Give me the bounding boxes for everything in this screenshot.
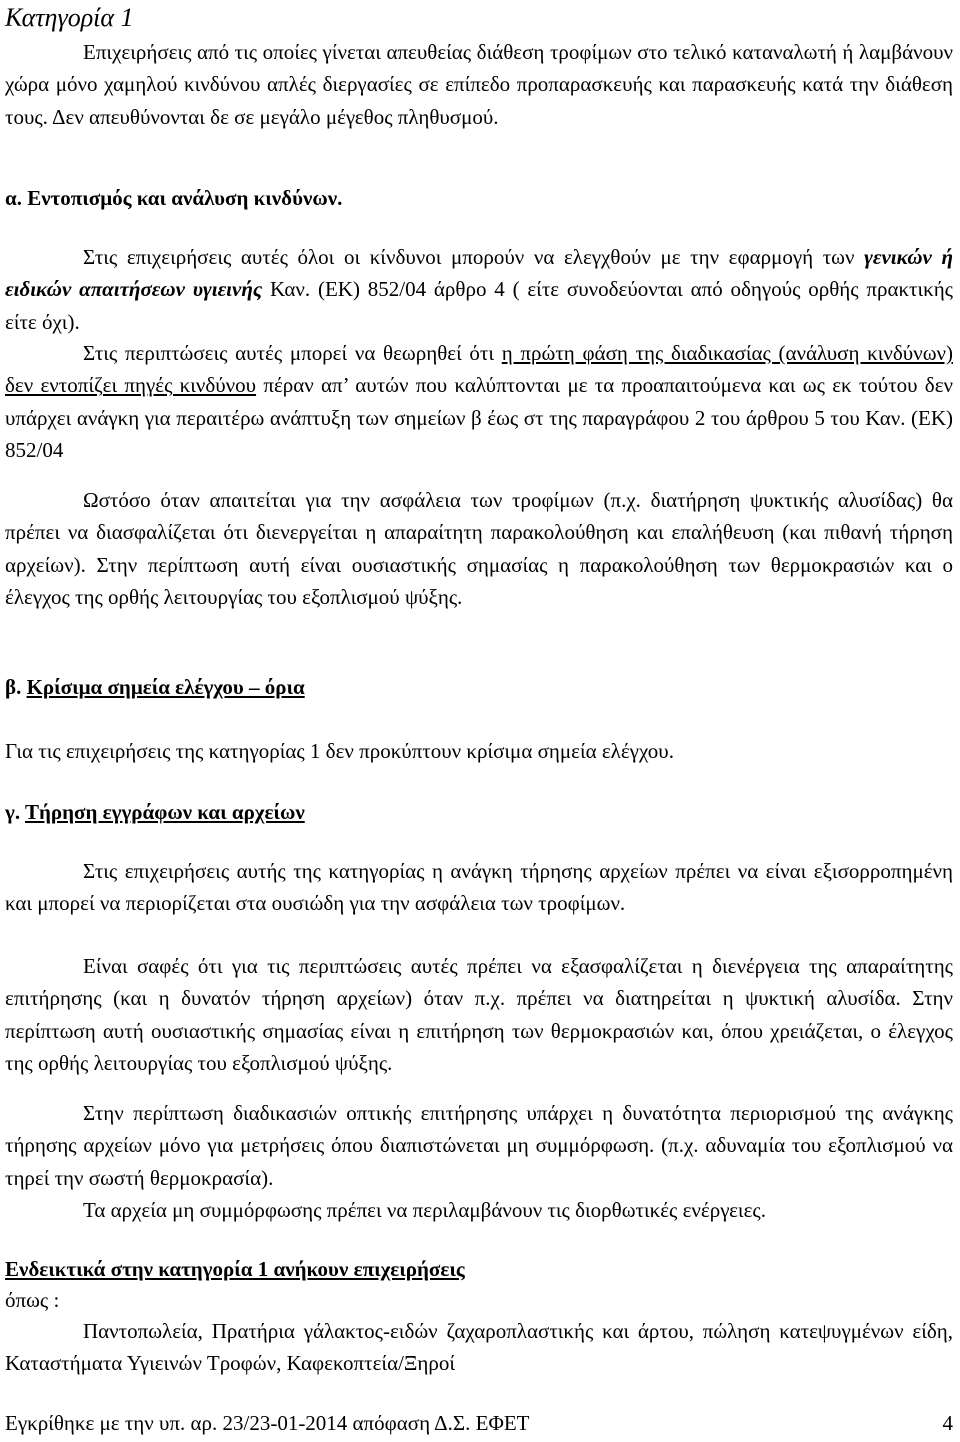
section-a-p1-text-1: Στις επιχειρήσεις αυτές όλοι οι κίνδυνοι μπορούν να ελεγχθούν με την εφαρμογή των (83, 245, 865, 269)
section-a-p1-text-2: Καν. (ΕΚ) 852/04 άρθρο 4 ( είτε συνοδεύονται από οδηγούς ορθής πρακτικής είτε όχι). (5, 277, 954, 334)
examples-subheading: όπως : (5, 1288, 60, 1312)
section-c-paragraph-4: Τα αρχεία μη συμμόρφωσης πρέπει να περιλαμβάνουν τις διορθωτικές ενέργειες. (83, 1198, 766, 1222)
page-title: Κατηγορία 1 (5, 3, 134, 32)
section-a-paragraph-3: Ωστόσο όταν απαιτείται για την ασφάλεια των τροφίμων (π.χ. διατήρηση ψυκτικής αλυσίδας) θα πρέπει να διασφαλίζεται ότι διενεργείται η απαραίτητη παρακολούθηση και επαλήθευση (και πιθανή τήρηση αρχείων). Στην περίπτωση αυτή είναι ουσιαστικής σημασίας η παρακολούθηση των θερμοκρασιών και ο έλεγχος της ορθής λειτουργίας του εξοπλισμού ψύξης. (5, 488, 953, 610)
section-b-text: Για τις επιχειρήσεις της κατηγορίας 1 δεν προκύπτουν κρίσιμα σημεία ελέγχου. (5, 739, 674, 763)
section-a-paragraph-1 (5, 241, 953, 338)
section-c-paragraph-1: Στις επιχειρήσεις αυτής της κατηγορίας η ανάγκη τήρησης αρχείων πρέπει να είναι εξισορροπημένη και μπορεί να περιορίζεται στα ουσιώδη για την ασφάλεια των τροφίμων. (5, 859, 953, 916)
page-footer (5, 1409, 953, 1437)
examples-heading: Ενδεικτικά στην κατηγορία 1 ανήκουν επιχειρήσεις (5, 1257, 465, 1281)
intro-paragraph: Επιχειρήσεις από τις οποίες γίνεται απευθείας διάθεση τροφίμων στο τελικό καταναλωτή ή λαμβάνουν χώρα μόνο χαμηλού κινδύνου απλές διεργασίες σε επίπεδο προπαρασκευής και παρασκευής κατά την διάθεση τους. Δεν απευθύνονται δε σε μεγάλο μέγεθος πληθυσμού. (5, 40, 953, 129)
section-a-heading: α. Εντοπισμός και ανάλυση κινδύνων. (5, 186, 343, 210)
section-b-heading-text: Κρίσιμα σημεία ελέγχου – όρια (26, 675, 305, 699)
section-a-p1-emphasis: γενικών ή ειδικών απαιτήσεων υγιεινής (5, 245, 953, 302)
section-b-heading (5, 671, 953, 703)
section-a-p2-underlined: η πρώτη φάση της διαδικασίας (ανάλυση κινδύνων) δεν εντοπίζει πηγές κινδύνου (5, 341, 954, 398)
section-c-paragraph-2: Είναι σαφές ότι για τις περιπτώσεις αυτές πρέπει να εξασφαλίζεται η διενέργεια της απαραίτητης επιτήρησης (και η δυνατόν τήρηση αρχείων) όταν π.χ. πρέπει να διατηρείται η ψυκτική αλυσίδα. Στην περίπτωση αυτή ουσιαστικής σημασίας είναι η επιτήρηση των θερμοκρασιών και, όπου χρειάζεται, ο έλεγχος της ορθής λειτουργίας του εξοπλισμού ψύξης. (5, 954, 953, 1076)
section-c-heading (5, 796, 953, 828)
section-c-heading-prefix: γ. (5, 800, 25, 824)
page-number: 4 (942, 1411, 953, 1435)
section-c-paragraph-3: Στην περίπτωση διαδικασιών οπτικής επιτήρησης υπάρχει η δυνατότητα περιορισμού της ανάγκης τήρησης αρχείων μόνο για μετρήσεις όπου διαπιστώνεται μη συμμόρφωση. (π.χ. αδυναμία του εξοπλισμού να τηρεί την σωστή θερμοκρασία). (5, 1101, 953, 1190)
section-c-heading-text: Τήρηση εγγράφων και αρχείων (24, 800, 305, 824)
footer-approval-text: Εγκρίθηκε με την υπ. αρ. 23/23-01-2014 απόφαση Δ.Σ. ΕΦΕΤ (5, 1411, 530, 1435)
section-a-paragraph-2 (5, 337, 953, 467)
section-b-heading-prefix: β. (5, 675, 27, 699)
section-a-p2-text-1: Στις περιπτώσεις αυτές μπορεί να θεωρηθεί ότι (83, 341, 502, 365)
examples-text: Παντοπωλεία, Πρατήρια γάλακτος-ειδών ζαχαροπλαστικής και άρτου, πώληση κατεψυγμένων είδη, Καταστήματα Υγιεινών Τροφών, Καφεκοπτεία/Ξηροί (5, 1319, 953, 1376)
section-a-p2-text-2: πέραν απ’ αυτών που καλύπτονται με τα προαπαιτούμενα και ως εκ τούτου δεν υπάρχει ανάγκη για περαιτέρω ανάπτυξη των σημείων β έως στ της παραγράφου 2 του άρθρου 5 του Καν. (ΕΚ) 852/04 (5, 373, 954, 463)
